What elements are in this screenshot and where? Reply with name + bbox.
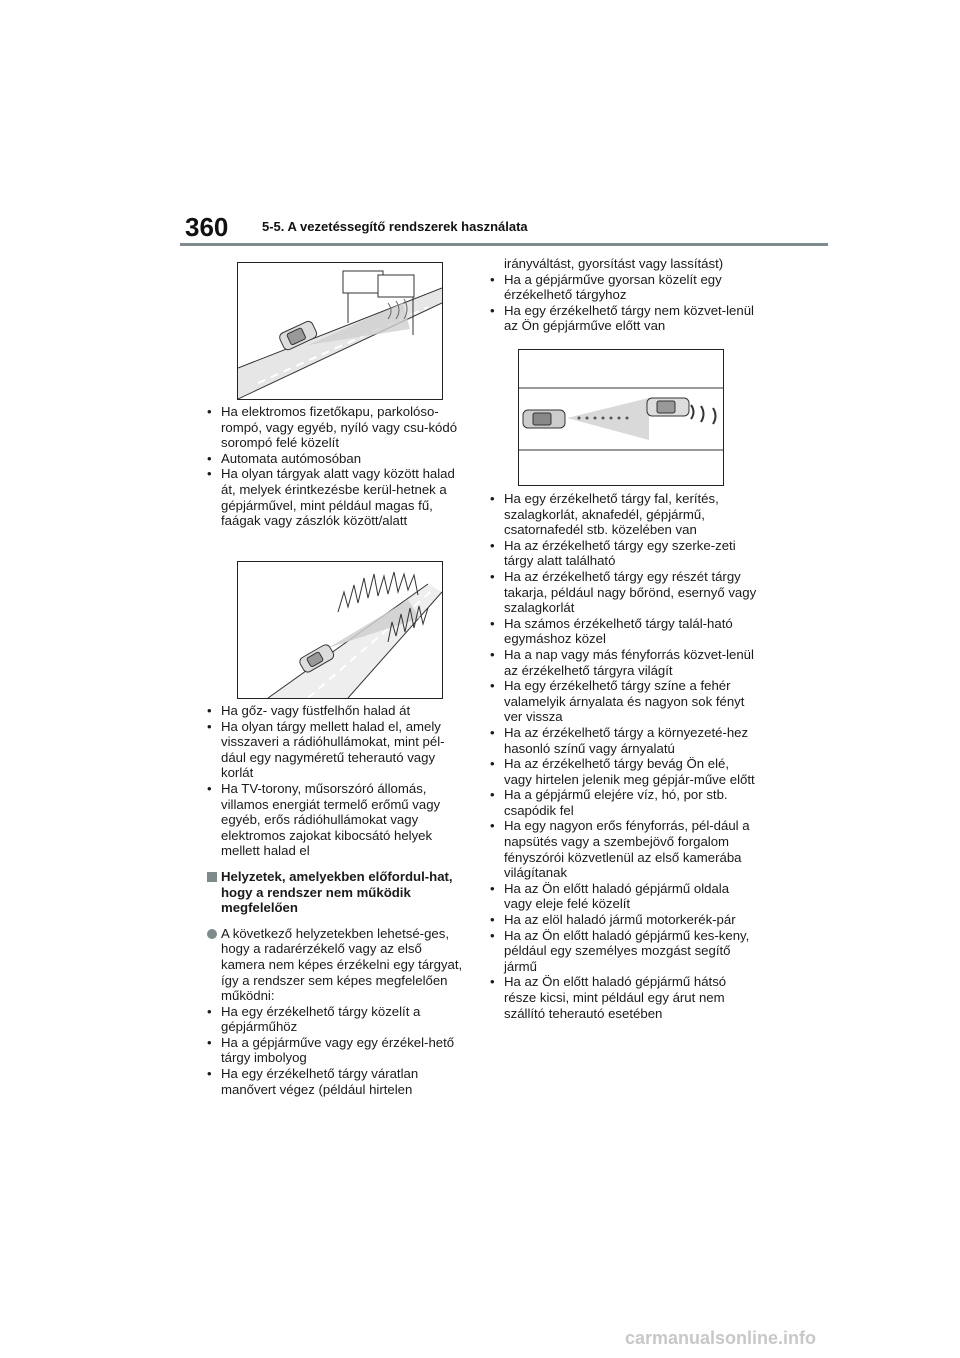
list-item: • Ha egy érzékelhető tárgy színe a fehér valamelyik árnyalata és nagyon sok fényt ver vissza: [488, 678, 760, 725]
square-bullet-icon: [207, 872, 217, 882]
list-item: • Ha egy érzékelhető tárgy nem közvet-lenül az Ön gépjárműve előtt van: [488, 303, 760, 334]
list-item: • Ha az érzékelhető tárgy egy szerke-zeti tárgy alatt található: [488, 538, 760, 569]
list-item: • Ha egy érzékelhető tárgy váratlan manővert végez (például hirtelen: [205, 1066, 467, 1097]
list-item: • Ha olyan tárgy mellett halad el, amely visszaveri a rádióhullámokat, mint pél-dául egy nagyméretű teherautó vagy korlát: [205, 719, 467, 781]
figure-grass-overhang: [237, 561, 443, 699]
left-list-1: [205, 404, 467, 529]
list-item: • Ha a gépjármű elejére víz, hó, por stb. csapódik fel: [488, 787, 760, 818]
left-list-2: [205, 703, 467, 859]
section-heading: [205, 869, 467, 916]
right-list-2: [488, 491, 760, 1021]
list-item: • Ha az Ön előtt haladó gépjármű kes-keny, például egy személyes mozgást segítő jármű: [488, 928, 760, 975]
right-column-lower: [488, 491, 760, 1021]
left-column-lower: [205, 703, 467, 1097]
figure-offset-vehicle: [518, 349, 724, 486]
right-column: [488, 256, 760, 334]
continuation-text: irányváltást, gyorsítást vagy lassítást): [504, 256, 724, 271]
section-title: 5-5. A vezetéssegítő rendszerek használata: [262, 219, 528, 234]
list-item: • Ha TV-torony, műsorszóró állomás, villamos energiát termelő erőmű vagy egyéb, erős rádióhullámokat vagy elektromos zajokat kibocsátó helyek mellett halad el: [205, 781, 467, 859]
list-item: • Automata autómosóban: [205, 451, 467, 467]
list-item: • Ha a gépjárműve gyorsan közelít egy érzékelhető tárgyhoz: [488, 272, 760, 303]
watermark: carmanualsonline.info: [625, 1328, 817, 1348]
list-item: • Ha az Ön előtt haladó gépjármű oldala vagy eleje felé közelít: [488, 881, 760, 912]
list-item: • Ha az érzékelhető tárgy egy részét tárgy takarja, például nagy bőrönd, esernyő vagy szalagkorlát: [488, 569, 760, 616]
intro-paragraph: [205, 926, 467, 1004]
list-item: • Ha egy nagyon erős fényforrás, pél-dául a napsütés vagy a szembejövő forgalom fényszórói közvetlenül az első kamerába világítanak: [488, 818, 760, 880]
list-item: • Ha az elöl haladó jármű motorkerék-pár: [488, 912, 760, 928]
figure-toll-gate: [237, 262, 443, 400]
list-item: • Ha számos érzékelhető tárgy talál-ható egymáshoz közel: [488, 616, 760, 647]
right-list-1: [488, 272, 760, 334]
list-item: • Ha elektromos fizetőkapu, parkolóso-rompó, vagy egyéb, nyíló vagy csu-kódó sorompó felé közelít: [205, 404, 467, 451]
left-list-3: [205, 1004, 467, 1098]
list-item: • Ha olyan tárgyak alatt vagy között halad át, melyek érintkezésbe kerül-hetnek a gépjárművel, mint például magas fű, faágak vagy zászlók között/alatt: [205, 466, 467, 528]
list-item: • Ha gőz- vagy füstfelhőn halad át: [205, 703, 467, 719]
list-item: • Ha egy érzékelhető tárgy közelít a gépjárműhöz: [205, 1004, 467, 1035]
header-rule: [180, 243, 828, 246]
list-item: • Ha a gépjárműve vagy egy érzékel-hető tárgy imbolyog: [205, 1035, 467, 1066]
list-item: • Ha az érzékelhető tárgy bevág Ön elé, vagy hirtelen jelenik meg gépjár-műve előtt: [488, 756, 760, 787]
circle-bullet-icon: [207, 929, 217, 939]
heading-text: Helyzetek, amelyekben előfordul-hat, hogy a rendszer nem működik megfelelően: [221, 868, 453, 916]
intro-text: A következő helyzetekben lehetsé-ges, hogy a radarérzékelő vagy az első kamera nem képes érzékelni egy tárgyat, így a rendszer sem képes megfelelően működni:: [221, 925, 463, 1004]
left-column: [205, 404, 467, 529]
list-item: • Ha az érzékelhető tárgy a környezeté-hez hasonló színű vagy árnyalatú: [488, 725, 760, 756]
list-item: • Ha az Ön előtt haladó gépjármű hátsó része kicsi, mint például egy árut nem szállító teherautó esetében: [488, 974, 760, 1021]
page-number: 360: [185, 212, 229, 242]
list-item: • Ha a nap vagy más fényforrás közvet-lenül az érzékelhető tárgyra világít: [488, 647, 760, 678]
list-item: • Ha egy érzékelhető tárgy fal, kerítés, szalagkorlát, aknafedél, gépjármű, csatornafedél stb. közelében van: [488, 491, 760, 538]
